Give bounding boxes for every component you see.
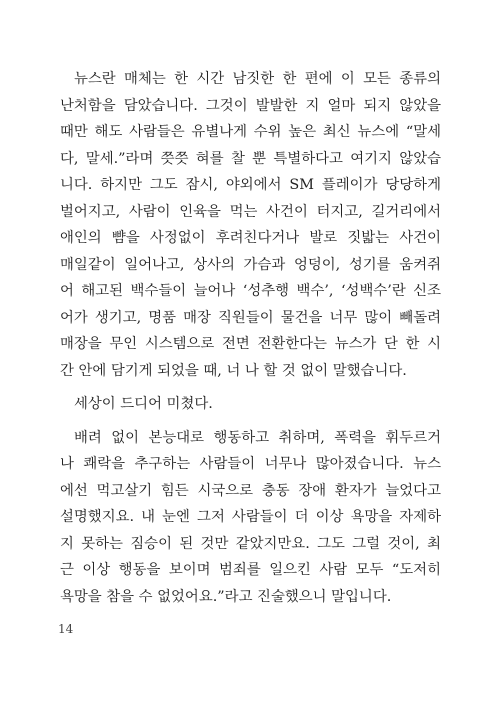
text-line: 에선 먹고살기 힘든 시국으로 충동 장애 환자가 늘었다고 <box>60 482 441 499</box>
text-line: 근 이상 행동을 보이며 범죄를 일으킨 사람 모두 “도저히 <box>60 562 441 578</box>
text-line: 매일같이 일어나고, 상사의 가슴과 엉덩이, 성기를 움켜쥐 <box>60 256 441 273</box>
text-line: 설명했지요. 내 눈엔 그저 사람들이 더 이상 욕망을 자제하 <box>60 509 441 525</box>
paragraph-2 <box>60 391 441 418</box>
text-line: 뉴스란 매체는 한 시간 남짓한 한 편에 이 모든 종류의 <box>74 71 441 87</box>
text-line: 나 쾌락을 추구하는 사람들이 너무나 많아졌습니다. 뉴스 <box>60 456 441 472</box>
text-line: 욕망을 참을 수 없었어요.”라고 진술했으니 말입니다. <box>60 588 392 605</box>
text-line: 니다. 하지만 그도 잠시, 야외에서 SM 플레이가 당당하게 <box>60 177 441 193</box>
text-line: 때만 해도 사람들은 유별나게 수위 높은 최신 뉴스에 “말세 <box>60 124 441 140</box>
text-line: 간 안에 담기게 되었을 때, 너 나 할 것 없이 말했습니다. <box>60 362 407 379</box>
text-line: 지 못하는 짐승이 된 것만 같았지만요. 그도 그럴 것이, 최 <box>60 535 441 552</box>
text-line: 애인의 뺨을 사정없이 후려친다거나 발로 짓밟는 사건이 <box>60 230 441 246</box>
text-line: 난처함을 담았습니다. 그것이 발발한 지 얼마 되지 않았을 <box>60 97 441 114</box>
text-line: 배려 없이 본능대로 행동하고 취하며, 폭력을 휘두르거 <box>74 429 441 446</box>
text-line: 세상이 드디어 미쳤다. <box>74 396 213 412</box>
page-number: 14 <box>58 622 74 636</box>
text-line: 벌어지고, 사람이 인육을 먹는 사건이 터지고, 길거리에서 <box>60 203 441 220</box>
text-line: 매장을 무인 시스템으로 전면 전환한다는 뉴스가 단 한 시 <box>60 336 441 352</box>
text-line: 다, 말세.”라며 쯧쯧 혀를 찰 뿐 특별하다고 여기지 않았습 <box>60 150 441 167</box>
body-text <box>60 66 441 617</box>
text-line: 어 해고된 백수들이 늘어나 ‘성추행 백수’, ‘성백수’란 신조 <box>60 283 441 299</box>
paragraph-3 <box>60 425 441 611</box>
paragraph-1 <box>60 66 441 384</box>
text-line: 어가 생기고, 명품 매장 직원들이 물건을 너무 많이 빼돌려 <box>60 309 441 326</box>
